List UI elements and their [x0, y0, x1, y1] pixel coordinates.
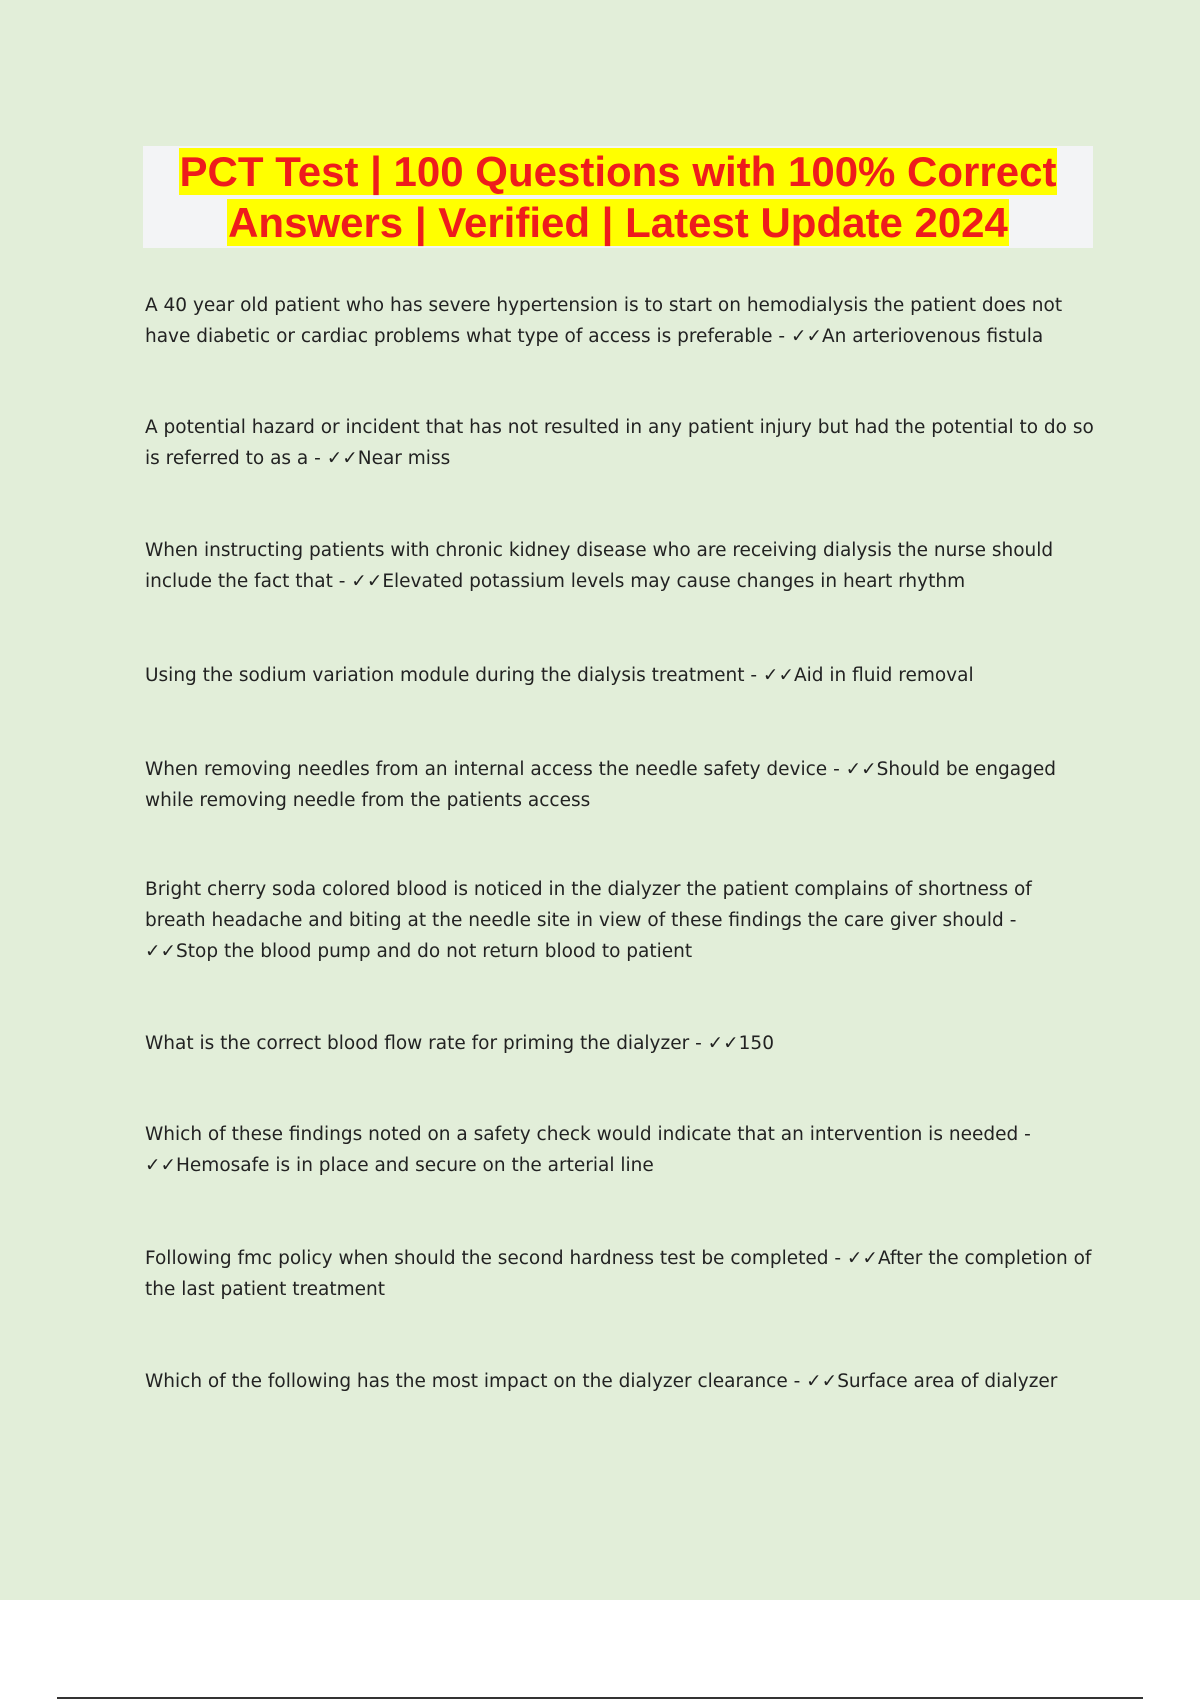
- question-text: What is the correct blood flow rate for priming the dialyzer: [145, 1033, 690, 1054]
- double-check-icon: - ✓✓: [744, 665, 794, 686]
- question-text: A 40 year old patient who has severe hypertension is to start on hemodialysis the patient does not have diabetic or cardiac problems what type of access is preferable: [145, 295, 1063, 347]
- double-check-icon: - ✓✓: [145, 910, 1017, 962]
- answer-text: Hemosafe is in place and secure on the arterial line: [176, 1155, 654, 1176]
- qa-item: [145, 1243, 1095, 1305]
- answer-text: An arteriovenous fistula: [822, 326, 1044, 347]
- double-check-icon: - ✓✓: [772, 326, 822, 347]
- answer-text: Should be engaged while removing needle from the patients access: [145, 759, 1056, 811]
- question-text: Following fmc policy when should the second hardness test be completed: [145, 1248, 829, 1269]
- qa-item: [145, 754, 1095, 816]
- footer-divider: [57, 1697, 1143, 1699]
- answer-text: After the completion of the last patient treatment: [145, 1248, 1092, 1300]
- double-check-icon: - ✓✓: [689, 1033, 739, 1054]
- qa-item: [145, 1028, 1095, 1059]
- double-check-icon: - ✓✓: [827, 759, 877, 780]
- qa-item: [145, 874, 1095, 967]
- double-check-icon: - ✓✓: [308, 448, 358, 469]
- answer-text: 150: [738, 1033, 774, 1054]
- qa-item: [145, 660, 1095, 691]
- question-text: Which of the following has the most impact on the dialyzer clearance: [145, 1371, 788, 1392]
- answer-text: Near miss: [357, 448, 451, 469]
- qa-item: [145, 412, 1095, 474]
- qa-item: [145, 535, 1095, 597]
- answer-text: Aid in fluid removal: [793, 665, 974, 686]
- question-text: When removing needles from an internal access the needle safety device: [145, 759, 828, 780]
- question-text: When instructing patients with chronic kidney disease who are receiving dialysis the nurse should include the fact that: [145, 540, 1054, 592]
- question-text: A potential hazard or incident that has not resulted in any patient injury but had the potential to do so is referred to as a: [145, 417, 1094, 469]
- title-line-2: Answers | Verified | Latest Update 2024: [228, 199, 1008, 246]
- answer-text: Stop the blood pump and do not return blood to patient: [176, 941, 693, 962]
- question-text: Which of these findings noted on a safety check would indicate that an intervention is needed: [145, 1124, 1019, 1145]
- answer-text: Elevated potassium levels may cause changes in heart rhythm: [382, 571, 966, 592]
- title-line-1: PCT Test | 100 Questions with 100% Correct: [179, 148, 1057, 195]
- question-text: Using the sodium variation module during the dialysis treatment: [145, 665, 745, 686]
- qa-item: [145, 290, 1095, 352]
- answer-text: Surface area of dialyzer: [837, 1371, 1058, 1392]
- double-check-icon: - ✓✓: [145, 1124, 1031, 1176]
- document-title: [143, 146, 1093, 248]
- double-check-icon: - ✓✓: [828, 1248, 878, 1269]
- double-check-icon: - ✓✓: [787, 1371, 838, 1392]
- double-check-icon: - ✓✓: [332, 571, 383, 592]
- qa-item: [145, 1366, 1095, 1397]
- question-text: Bright cherry soda colored blood is noticed in the dialyzer the patient complains of shortness of breath headache and biting at the needle site in view of these findings the care giver should: [145, 879, 1032, 931]
- qa-item: [145, 1119, 1095, 1181]
